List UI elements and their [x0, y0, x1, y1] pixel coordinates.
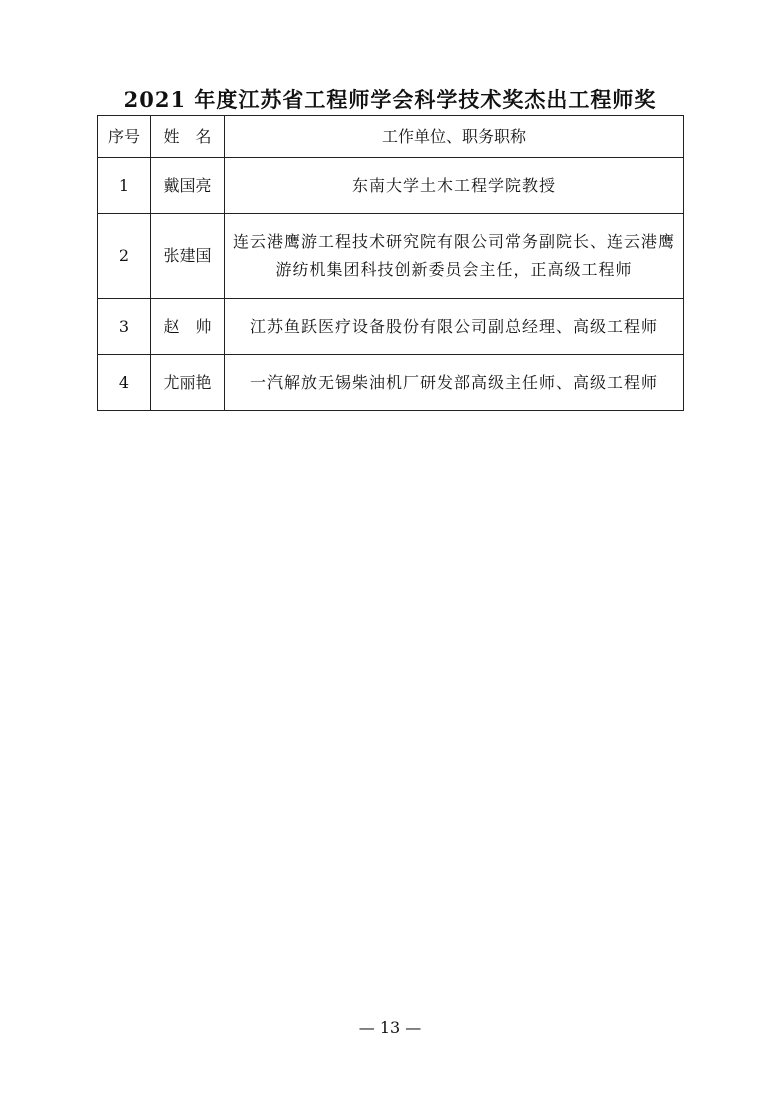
- table-row: [98, 299, 684, 355]
- header-seq: 序号: [98, 116, 151, 158]
- cell-seq: 3: [98, 299, 151, 355]
- cell-name: 戴国亮: [151, 158, 225, 214]
- cell-name: 赵 帅: [151, 299, 225, 355]
- table-row: [98, 158, 684, 214]
- cell-seq: 2: [98, 214, 151, 299]
- page-number: — 13 —: [358, 1018, 422, 1037]
- page-title: 2021 年度江苏省工程师学会科学技术奖杰出工程师奖: [123, 87, 657, 112]
- table-row: [98, 355, 684, 411]
- cell-seq: 4: [98, 355, 151, 411]
- cell-name: 尤丽艳: [151, 355, 225, 411]
- header-unit: 工作单位、职务职称: [225, 116, 684, 158]
- cell-seq: 1: [98, 158, 151, 214]
- cell-unit: 江苏鱼跃医疗设备股份有限公司副总经理、高级工程师: [225, 299, 684, 355]
- cell-name: 张建国: [151, 214, 225, 299]
- table-row: [98, 214, 684, 299]
- table-header-row: [98, 116, 684, 158]
- cell-unit: 东南大学土木工程学院教授: [225, 158, 684, 214]
- award-table: [97, 115, 684, 411]
- header-name: 姓 名: [151, 116, 225, 158]
- cell-unit: 连云港鹰游工程技术研究院有限公司常务副院长、连云港鹰游纺机集团科技创新委员会主任，正高级工程师: [225, 214, 684, 299]
- cell-unit: 一汽解放无锡柴油机厂研发部高级主任师、高级工程师: [225, 355, 684, 411]
